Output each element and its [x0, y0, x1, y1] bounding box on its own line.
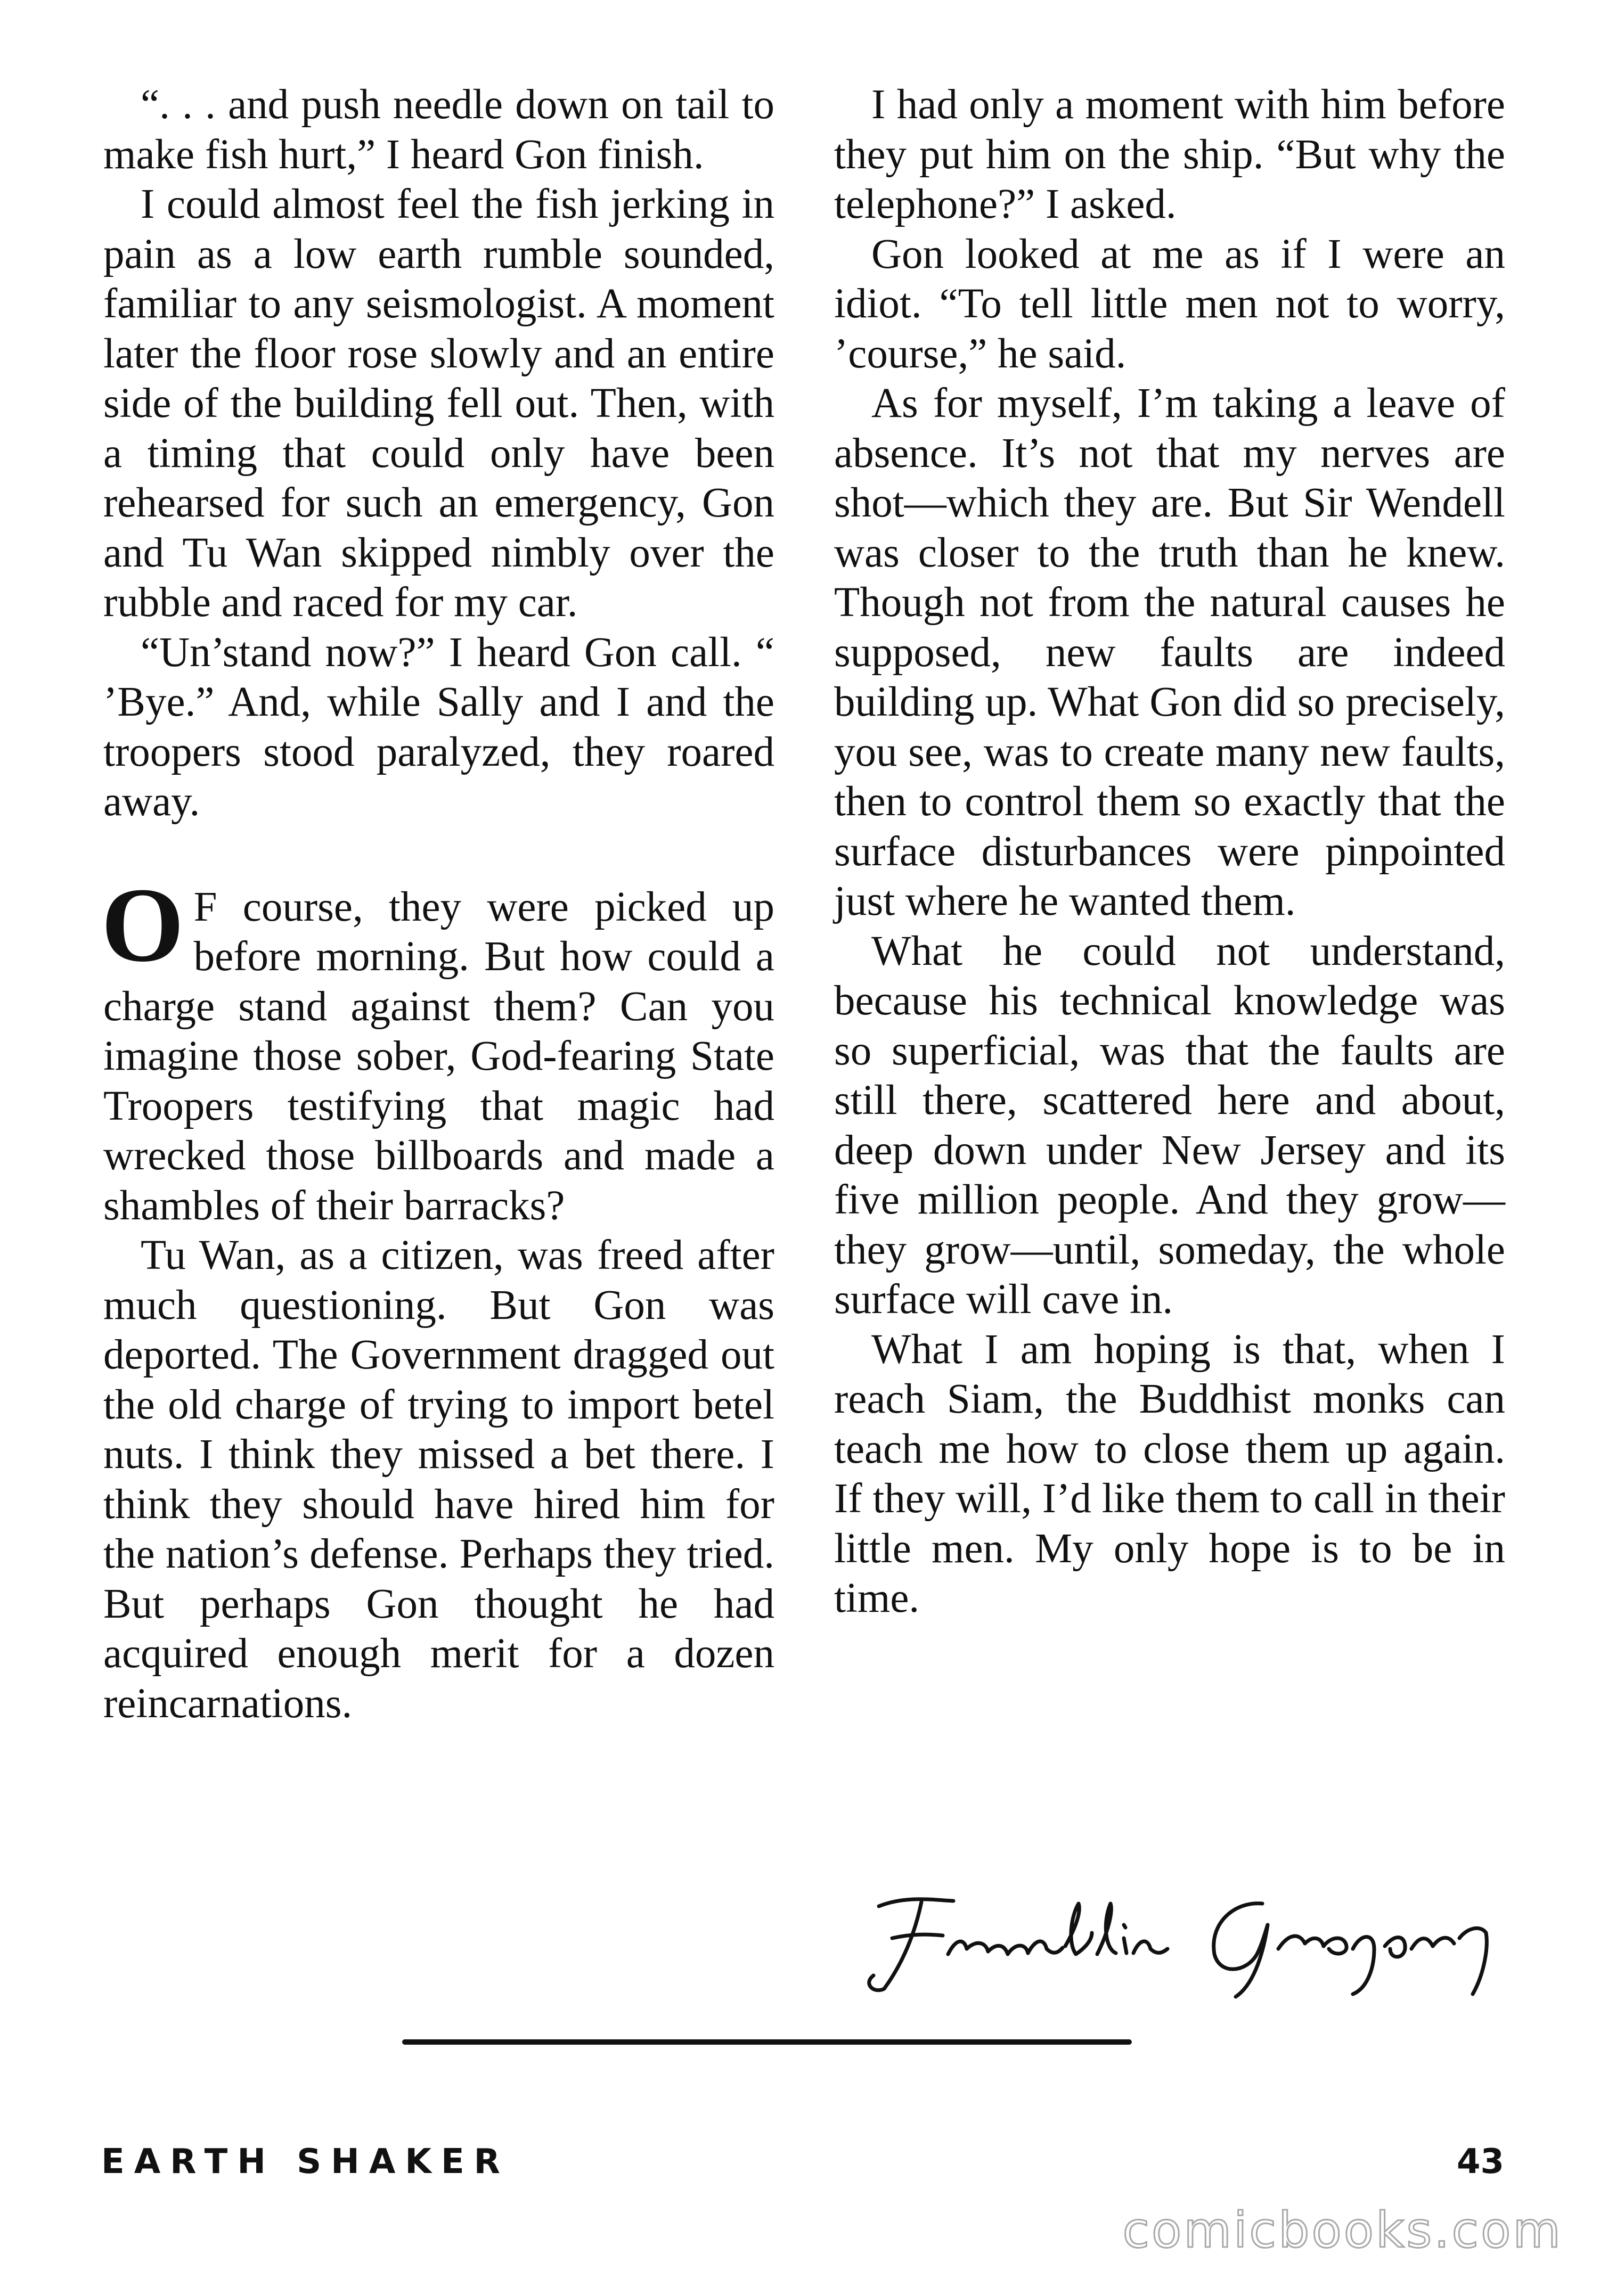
section-opening-text: F course, they were picked up before morning. But how could a charge stand against them? Can you imagine those sober, God-fearing State Troopers testifying that magic had wrecked those billboards and made a shambles of their barracks?: [103, 883, 774, 1229]
paragraph: As for myself, I’m taking a leave of absence. It’s not that my nerves are shot—which they are. But Sir Wendell was closer to the truth than he knew. Though not from the natural causes he supposed, new faults are indeed building up. What Gon did so precisely, you see, was to create many new faults, then to control them so exactly that the surface disturbances were pinpointed just where he wanted them.: [834, 380, 1505, 924]
page-number: 43: [1456, 2142, 1504, 2182]
left-column: [103, 80, 774, 1728]
paragraph: I could almost feel the fish jerking in pain as a low earth rumble sounded, familiar to any seismologist. A moment later the floor rose slowly and an entire side of the building fell out. Then, with a timing that could only have been rehearsed for such an emergency, Gon and Tu Wan skipped nimbly over the rubble and raced for my car.: [103, 181, 774, 626]
paragraph: “. . . and push needle down on tail to make fish hurt,” I heard Gon finish.: [103, 81, 774, 178]
right-column: [834, 80, 1505, 1623]
author-signature: [842, 1874, 1523, 2002]
paragraph: Gon looked at me as if I were an idiot. “To tell little men not to worry, ’course,” he said.: [834, 231, 1505, 377]
paragraph: Tu Wan, as a citizen, was freed after much questioning. But Gon was deported. The Government dragged out the old charge of trying to import betel nuts. I think they missed a bet there. I think they should have hired him for the nation’s defense. Perhaps they tried. But perhaps Gon thought he had acquired enough merit for a dozen reincarnations.: [103, 1232, 774, 1727]
paragraph: I had only a moment with him before they put him on the ship. “But why the telephone?” I asked.: [834, 81, 1505, 227]
paragraph: “Un’stand now?” I heard Gon call. “ ’Bye.” And, while Sally and I and the troopers stood paralyzed, they roared away.: [103, 629, 774, 825]
paragraph: What he could not understand, because his technical knowledge was so superficial, was that the faults are still there, scattered here and about, deep down under New Jersey and its five million people. And they grow—they grow—until, someday, the whole surface will cave in.: [834, 928, 1505, 1323]
section-opening-paragraph: [101, 866, 774, 1231]
paragraph: What I am hoping is that, when I reach Siam, the Buddhist monks can teach me how to close them up again. If they will, I’d like them to call in their little men. My only hope is to be in time.: [834, 1326, 1505, 1621]
drop-cap: O: [101, 866, 184, 984]
running-footer-title: EARTH SHAKER: [101, 2142, 510, 2182]
watermark: comicbooks.com: [1122, 2202, 1563, 2259]
section-divider-rule: [402, 2039, 1132, 2045]
